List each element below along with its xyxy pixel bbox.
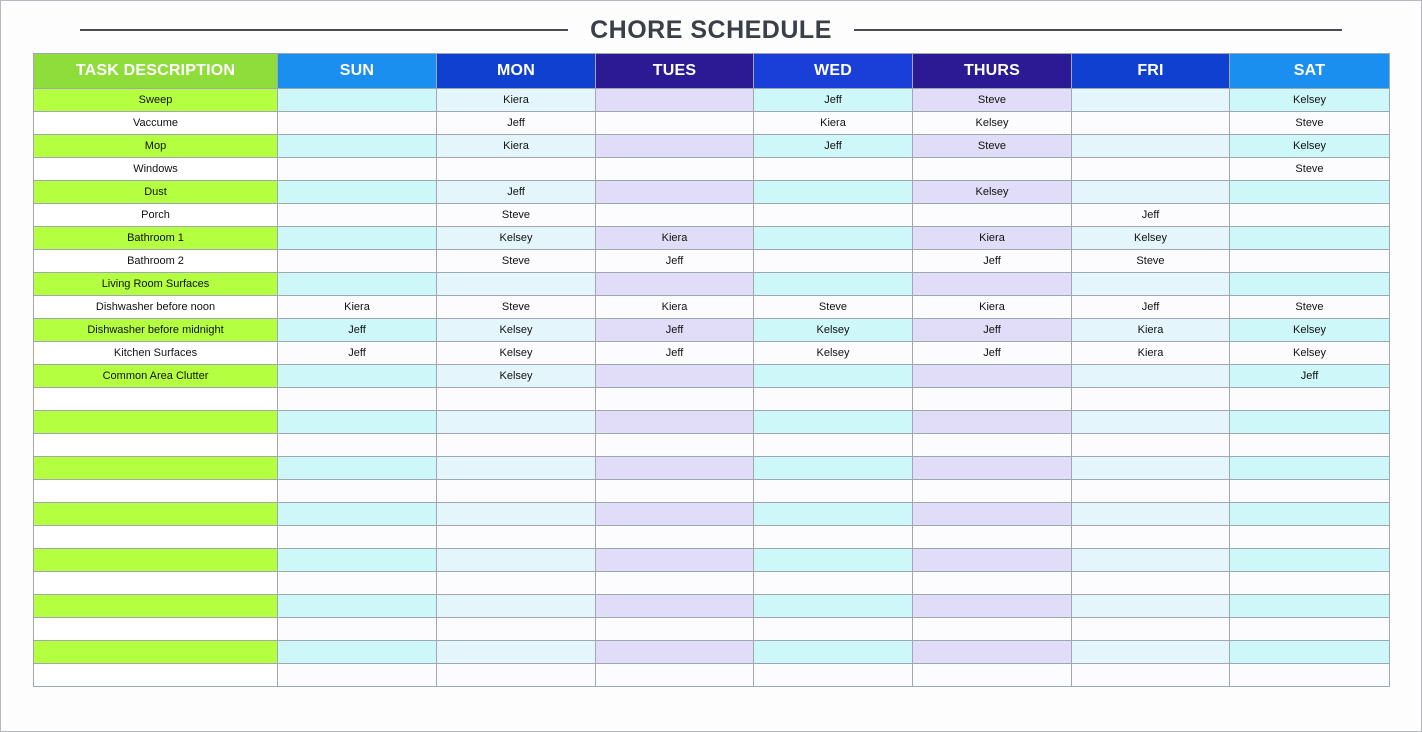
table-row xyxy=(34,296,1390,319)
sun-assignee-cell[interactable] xyxy=(278,664,437,687)
thurs-assignee-cell[interactable] xyxy=(913,457,1072,480)
mon-assignee-cell[interactable]: Kiera xyxy=(437,89,596,112)
mon-assignee-cell[interactable] xyxy=(437,618,596,641)
wed-assignee-cell[interactable]: Steve xyxy=(754,296,913,319)
task-description-cell[interactable] xyxy=(34,503,278,526)
task-description-cell[interactable]: Dust xyxy=(34,181,278,204)
sat-assignee-cell[interactable]: Kelsey xyxy=(1230,135,1390,158)
task-description-cell[interactable] xyxy=(34,388,278,411)
wed-assignee-cell[interactable] xyxy=(754,572,913,595)
mon-assignee-cell[interactable] xyxy=(437,549,596,572)
table-row xyxy=(34,457,1390,480)
table-row xyxy=(34,112,1390,135)
sun-assignee-cell[interactable]: Jeff xyxy=(278,319,437,342)
tues-assignee-cell[interactable] xyxy=(596,112,754,135)
tues-assignee-cell[interactable] xyxy=(596,135,754,158)
thurs-assignee-cell[interactable] xyxy=(913,434,1072,457)
mon-assignee-cell[interactable] xyxy=(437,480,596,503)
mon-assignee-cell[interactable]: Kelsey xyxy=(437,227,596,250)
table-row xyxy=(34,480,1390,503)
mon-assignee-cell[interactable] xyxy=(437,158,596,181)
sat-assignee-cell[interactable]: Steve xyxy=(1230,112,1390,135)
thurs-assignee-cell[interactable] xyxy=(913,503,1072,526)
sun-assignee-cell[interactable]: Kiera xyxy=(278,296,437,319)
sat-assignee-cell[interactable] xyxy=(1230,273,1390,296)
mon-assignee-cell[interactable] xyxy=(437,273,596,296)
sat-assignee-cell[interactable] xyxy=(1230,457,1390,480)
sun-assignee-cell[interactable] xyxy=(278,595,437,618)
fri-assignee-cell[interactable] xyxy=(1072,618,1230,641)
fri-assignee-cell[interactable]: Kiera xyxy=(1072,342,1230,365)
sat-assignee-cell[interactable]: Steve xyxy=(1230,296,1390,319)
sat-assignee-cell[interactable]: Kelsey xyxy=(1230,319,1390,342)
sat-assignee-cell[interactable] xyxy=(1230,388,1390,411)
thurs-assignee-cell[interactable]: Jeff xyxy=(913,250,1072,273)
tues-assignee-cell[interactable] xyxy=(596,480,754,503)
thurs-assignee-cell[interactable] xyxy=(913,595,1072,618)
fri-assignee-cell[interactable] xyxy=(1072,480,1230,503)
table-row xyxy=(34,250,1390,273)
wed-assignee-cell[interactable] xyxy=(754,158,913,181)
mon-assignee-cell[interactable] xyxy=(437,388,596,411)
table-row xyxy=(34,572,1390,595)
table-row xyxy=(34,664,1390,687)
sat-assignee-cell[interactable] xyxy=(1230,434,1390,457)
task-description-cell[interactable]: Mop xyxy=(34,135,278,158)
thurs-assignee-cell[interactable]: Steve xyxy=(913,135,1072,158)
mon-assignee-cell[interactable] xyxy=(437,503,596,526)
task-description-cell[interactable]: Dishwasher before noon xyxy=(34,296,278,319)
wed-assignee-cell[interactable] xyxy=(754,227,913,250)
wed-assignee-cell[interactable] xyxy=(754,664,913,687)
sun-assignee-cell[interactable] xyxy=(278,181,437,204)
fri-assignee-cell[interactable] xyxy=(1072,411,1230,434)
table-row xyxy=(34,273,1390,296)
wed-assignee-cell[interactable] xyxy=(754,457,913,480)
thurs-assignee-cell[interactable]: Jeff xyxy=(913,342,1072,365)
thurs-assignee-cell[interactable] xyxy=(913,549,1072,572)
sun-assignee-cell[interactable] xyxy=(278,273,437,296)
tues-assignee-cell[interactable] xyxy=(596,595,754,618)
thurs-assignee-cell[interactable]: Steve xyxy=(913,89,1072,112)
fri-assignee-cell[interactable] xyxy=(1072,273,1230,296)
sat-assignee-cell[interactable] xyxy=(1230,503,1390,526)
schedule-body xyxy=(34,89,1390,687)
thurs-assignee-cell[interactable] xyxy=(913,158,1072,181)
tues-assignee-cell[interactable] xyxy=(596,664,754,687)
sun-assignee-cell[interactable] xyxy=(278,411,437,434)
mon-assignee-cell[interactable]: Kelsey xyxy=(437,342,596,365)
thurs-assignee-cell[interactable] xyxy=(913,641,1072,664)
table-row xyxy=(34,503,1390,526)
sat-assignee-cell[interactable] xyxy=(1230,411,1390,434)
header-sun[interactable]: SUN xyxy=(278,54,437,89)
fri-assignee-cell[interactable] xyxy=(1072,503,1230,526)
sun-assignee-cell[interactable] xyxy=(278,480,437,503)
thurs-assignee-cell[interactable] xyxy=(913,204,1072,227)
fri-assignee-cell[interactable] xyxy=(1072,641,1230,664)
header-thurs[interactable]: THURS xyxy=(913,54,1072,89)
thurs-assignee-cell[interactable]: Kelsey xyxy=(913,181,1072,204)
thurs-assignee-cell[interactable] xyxy=(913,365,1072,388)
table-row xyxy=(34,388,1390,411)
fri-assignee-cell[interactable]: Kelsey xyxy=(1072,227,1230,250)
header-mon[interactable]: MON xyxy=(437,54,596,89)
table-row xyxy=(34,158,1390,181)
sun-assignee-cell[interactable] xyxy=(278,158,437,181)
tues-assignee-cell[interactable] xyxy=(596,549,754,572)
task-description-cell[interactable] xyxy=(34,618,278,641)
mon-assignee-cell[interactable] xyxy=(437,572,596,595)
mon-assignee-cell[interactable] xyxy=(437,457,596,480)
wed-assignee-cell[interactable]: Kelsey xyxy=(754,319,913,342)
wed-assignee-cell[interactable] xyxy=(754,434,913,457)
fri-assignee-cell[interactable]: Jeff xyxy=(1072,296,1230,319)
mon-assignee-cell[interactable] xyxy=(437,411,596,434)
tues-assignee-cell[interactable]: Kiera xyxy=(596,227,754,250)
title-rule-left xyxy=(80,29,568,31)
header-task-description[interactable]: TASK DESCRIPTION xyxy=(34,54,278,89)
sun-assignee-cell[interactable] xyxy=(278,572,437,595)
sun-assignee-cell[interactable] xyxy=(278,388,437,411)
title-bar xyxy=(80,12,1342,48)
tues-assignee-cell[interactable] xyxy=(596,365,754,388)
task-description-cell[interactable]: Living Room Surfaces xyxy=(34,273,278,296)
fri-assignee-cell[interactable] xyxy=(1072,135,1230,158)
fri-assignee-cell[interactable]: Steve xyxy=(1072,250,1230,273)
table-row xyxy=(34,319,1390,342)
wed-assignee-cell[interactable] xyxy=(754,204,913,227)
tues-assignee-cell[interactable] xyxy=(596,434,754,457)
sat-assignee-cell[interactable]: Jeff xyxy=(1230,365,1390,388)
fri-assignee-cell[interactable] xyxy=(1072,549,1230,572)
table-row xyxy=(34,549,1390,572)
task-description-cell[interactable] xyxy=(34,480,278,503)
sun-assignee-cell[interactable] xyxy=(278,135,437,158)
wed-assignee-cell[interactable] xyxy=(754,595,913,618)
task-description-cell[interactable] xyxy=(34,411,278,434)
table-row xyxy=(34,641,1390,664)
tues-assignee-cell[interactable] xyxy=(596,273,754,296)
sat-assignee-cell[interactable]: Steve xyxy=(1230,158,1390,181)
wed-assignee-cell[interactable] xyxy=(754,273,913,296)
task-description-cell[interactable]: Sweep xyxy=(34,89,278,112)
sun-assignee-cell[interactable] xyxy=(278,457,437,480)
fri-assignee-cell[interactable] xyxy=(1072,434,1230,457)
header-fri[interactable]: FRI xyxy=(1072,54,1230,89)
wed-assignee-cell[interactable]: Jeff xyxy=(754,89,913,112)
header-row xyxy=(34,54,1390,89)
task-description-cell[interactable] xyxy=(34,434,278,457)
thurs-assignee-cell[interactable] xyxy=(913,388,1072,411)
fri-assignee-cell[interactable] xyxy=(1072,572,1230,595)
fri-assignee-cell[interactable] xyxy=(1072,388,1230,411)
mon-assignee-cell[interactable] xyxy=(437,664,596,687)
sat-assignee-cell[interactable]: Kelsey xyxy=(1230,342,1390,365)
sun-assignee-cell[interactable]: Jeff xyxy=(278,342,437,365)
tues-assignee-cell[interactable] xyxy=(596,526,754,549)
header-wed[interactable]: WED xyxy=(754,54,913,89)
mon-assignee-cell[interactable]: Kiera xyxy=(437,135,596,158)
tues-assignee-cell[interactable] xyxy=(596,641,754,664)
fri-assignee-cell[interactable] xyxy=(1072,158,1230,181)
thurs-assignee-cell[interactable]: Kiera xyxy=(913,227,1072,250)
wed-assignee-cell[interactable]: Kiera xyxy=(754,112,913,135)
wed-assignee-cell[interactable] xyxy=(754,181,913,204)
thurs-assignee-cell[interactable] xyxy=(913,664,1072,687)
sat-assignee-cell[interactable] xyxy=(1230,549,1390,572)
mon-assignee-cell[interactable] xyxy=(437,595,596,618)
sat-assignee-cell[interactable] xyxy=(1230,595,1390,618)
task-description-cell[interactable]: Vaccume xyxy=(34,112,278,135)
wed-assignee-cell[interactable] xyxy=(754,641,913,664)
task-description-cell[interactable] xyxy=(34,595,278,618)
tues-assignee-cell[interactable] xyxy=(596,618,754,641)
task-description-cell[interactable] xyxy=(34,664,278,687)
table-row xyxy=(34,365,1390,388)
tues-assignee-cell[interactable] xyxy=(596,388,754,411)
chore-schedule-table xyxy=(33,53,1390,687)
wed-assignee-cell[interactable]: Kelsey xyxy=(754,342,913,365)
sun-assignee-cell[interactable] xyxy=(278,549,437,572)
tues-assignee-cell[interactable] xyxy=(596,89,754,112)
sun-assignee-cell[interactable] xyxy=(278,434,437,457)
sun-assignee-cell[interactable] xyxy=(278,618,437,641)
sat-assignee-cell[interactable] xyxy=(1230,618,1390,641)
wed-assignee-cell[interactable] xyxy=(754,526,913,549)
wed-assignee-cell[interactable]: Jeff xyxy=(754,135,913,158)
fri-assignee-cell[interactable] xyxy=(1072,526,1230,549)
mon-assignee-cell[interactable] xyxy=(437,526,596,549)
sat-assignee-cell[interactable]: Kelsey xyxy=(1230,89,1390,112)
sat-assignee-cell[interactable] xyxy=(1230,572,1390,595)
task-description-cell[interactable] xyxy=(34,572,278,595)
tues-assignee-cell[interactable]: Jeff xyxy=(596,342,754,365)
table-row xyxy=(34,181,1390,204)
thurs-assignee-cell[interactable] xyxy=(913,480,1072,503)
mon-assignee-cell[interactable] xyxy=(437,434,596,457)
fri-assignee-cell[interactable]: Jeff xyxy=(1072,204,1230,227)
table-row xyxy=(34,227,1390,250)
sat-assignee-cell[interactable] xyxy=(1230,526,1390,549)
sat-assignee-cell[interactable] xyxy=(1230,204,1390,227)
fri-assignee-cell[interactable]: Kiera xyxy=(1072,319,1230,342)
sat-assignee-cell[interactable] xyxy=(1230,250,1390,273)
table-row xyxy=(34,595,1390,618)
table-row xyxy=(34,526,1390,549)
task-description-cell[interactable]: Dishwasher before midnight xyxy=(34,319,278,342)
mon-assignee-cell[interactable]: Steve xyxy=(437,250,596,273)
sun-assignee-cell[interactable] xyxy=(278,227,437,250)
thurs-assignee-cell[interactable] xyxy=(913,411,1072,434)
tues-assignee-cell[interactable] xyxy=(596,158,754,181)
fri-assignee-cell[interactable] xyxy=(1072,112,1230,135)
table-row xyxy=(34,411,1390,434)
table-row xyxy=(34,434,1390,457)
thurs-assignee-cell[interactable]: Jeff xyxy=(913,319,1072,342)
header-sat[interactable]: SAT xyxy=(1230,54,1390,89)
sun-assignee-cell[interactable] xyxy=(278,250,437,273)
mon-assignee-cell[interactable]: Steve xyxy=(437,296,596,319)
task-description-cell[interactable]: Bathroom 1 xyxy=(34,227,278,250)
fri-assignee-cell[interactable] xyxy=(1072,365,1230,388)
fri-assignee-cell[interactable] xyxy=(1072,595,1230,618)
fri-assignee-cell[interactable] xyxy=(1072,181,1230,204)
task-description-cell[interactable] xyxy=(34,549,278,572)
page-title: CHORE SCHEDULE xyxy=(590,15,832,44)
thurs-assignee-cell[interactable]: Kiera xyxy=(913,296,1072,319)
tues-assignee-cell[interactable] xyxy=(596,204,754,227)
mon-assignee-cell[interactable]: Kelsey xyxy=(437,319,596,342)
sat-assignee-cell[interactable] xyxy=(1230,641,1390,664)
task-description-cell[interactable]: Kitchen Surfaces xyxy=(34,342,278,365)
mon-assignee-cell[interactable]: Jeff xyxy=(437,181,596,204)
wed-assignee-cell[interactable] xyxy=(754,411,913,434)
thurs-assignee-cell[interactable] xyxy=(913,572,1072,595)
table-row xyxy=(34,135,1390,158)
thurs-assignee-cell[interactable]: Kelsey xyxy=(913,112,1072,135)
tues-assignee-cell[interactable] xyxy=(596,411,754,434)
sat-assignee-cell[interactable] xyxy=(1230,227,1390,250)
wed-assignee-cell[interactable] xyxy=(754,388,913,411)
thurs-assignee-cell[interactable] xyxy=(913,273,1072,296)
thurs-assignee-cell[interactable] xyxy=(913,526,1072,549)
task-description-cell[interactable]: Bathroom 2 xyxy=(34,250,278,273)
tues-assignee-cell[interactable]: Kiera xyxy=(596,296,754,319)
tues-assignee-cell[interactable] xyxy=(596,457,754,480)
wed-assignee-cell[interactable] xyxy=(754,250,913,273)
sat-assignee-cell[interactable] xyxy=(1230,664,1390,687)
sun-assignee-cell[interactable] xyxy=(278,526,437,549)
sun-assignee-cell[interactable] xyxy=(278,503,437,526)
fri-assignee-cell[interactable] xyxy=(1072,664,1230,687)
mon-assignee-cell[interactable]: Steve xyxy=(437,204,596,227)
sat-assignee-cell[interactable] xyxy=(1230,480,1390,503)
sun-assignee-cell[interactable] xyxy=(278,641,437,664)
sat-assignee-cell[interactable] xyxy=(1230,181,1390,204)
wed-assignee-cell[interactable] xyxy=(754,480,913,503)
mon-assignee-cell[interactable] xyxy=(437,641,596,664)
table-row xyxy=(34,204,1390,227)
wed-assignee-cell[interactable] xyxy=(754,503,913,526)
task-description-cell[interactable]: Porch xyxy=(34,204,278,227)
sun-assignee-cell[interactable] xyxy=(278,204,437,227)
task-description-cell[interactable] xyxy=(34,526,278,549)
mon-assignee-cell[interactable]: Kelsey xyxy=(437,365,596,388)
fri-assignee-cell[interactable] xyxy=(1072,89,1230,112)
tues-assignee-cell[interactable] xyxy=(596,572,754,595)
thurs-assignee-cell[interactable] xyxy=(913,618,1072,641)
task-description-cell[interactable] xyxy=(34,641,278,664)
title-rule-right xyxy=(854,29,1342,31)
wed-assignee-cell[interactable] xyxy=(754,549,913,572)
tues-assignee-cell[interactable]: Jeff xyxy=(596,319,754,342)
task-description-cell[interactable]: Common Area Clutter xyxy=(34,365,278,388)
sun-assignee-cell[interactable] xyxy=(278,365,437,388)
sun-assignee-cell[interactable] xyxy=(278,112,437,135)
tues-assignee-cell[interactable] xyxy=(596,181,754,204)
tues-assignee-cell[interactable]: Jeff xyxy=(596,250,754,273)
mon-assignee-cell[interactable]: Jeff xyxy=(437,112,596,135)
header-tues[interactable]: TUES xyxy=(596,54,754,89)
table-row xyxy=(34,342,1390,365)
tues-assignee-cell[interactable] xyxy=(596,503,754,526)
wed-assignee-cell[interactable] xyxy=(754,365,913,388)
task-description-cell[interactable] xyxy=(34,457,278,480)
task-description-cell[interactable]: Windows xyxy=(34,158,278,181)
fri-assignee-cell[interactable] xyxy=(1072,457,1230,480)
wed-assignee-cell[interactable] xyxy=(754,618,913,641)
sun-assignee-cell[interactable] xyxy=(278,89,437,112)
table-row xyxy=(34,618,1390,641)
table-row xyxy=(34,89,1390,112)
